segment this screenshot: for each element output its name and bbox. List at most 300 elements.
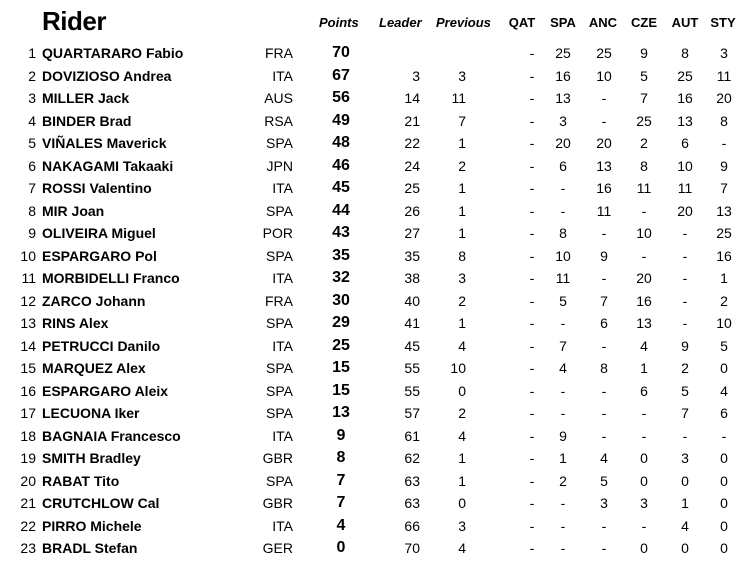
previous-column-header: Previous bbox=[436, 15, 491, 30]
points-column-header: Points bbox=[319, 15, 359, 30]
race-points-sty: 16 bbox=[716, 247, 732, 264]
points-cell: 49 bbox=[332, 111, 350, 129]
leader-gap-cell: 57 bbox=[404, 405, 420, 421]
leader-gap-cell: 21 bbox=[404, 112, 420, 129]
rider-name-cell: PETRUCCI Danilo bbox=[42, 337, 161, 354]
race-points-qat: - bbox=[529, 45, 535, 61]
points-cell: 35 bbox=[332, 246, 350, 264]
race-points-anc: - bbox=[601, 517, 607, 534]
race-points-aut: 1 bbox=[681, 495, 689, 511]
points-cell: 7 bbox=[336, 494, 346, 511]
race-points-qat: - bbox=[529, 337, 535, 354]
race-points-sty: - bbox=[721, 135, 727, 151]
race-points-spa: 11 bbox=[555, 270, 571, 286]
position-cell: 11 bbox=[21, 270, 36, 286]
race-points-aut: - bbox=[682, 247, 688, 264]
race-points-anc: 13 bbox=[596, 157, 612, 174]
position-cell: 15 bbox=[20, 360, 36, 376]
race-points-qat: - bbox=[529, 67, 535, 84]
points-cell: 56 bbox=[332, 89, 350, 106]
previous-gap-cell: 1 bbox=[458, 450, 466, 466]
race-points-sty: 0 bbox=[720, 495, 728, 511]
race-points-aut: 2 bbox=[681, 360, 689, 376]
race-points-sty: 9 bbox=[720, 157, 728, 174]
race-points-sty: 7 bbox=[720, 180, 728, 196]
nation-cell: SPA bbox=[266, 382, 293, 399]
race-points-aut: 3 bbox=[681, 450, 689, 466]
table-row bbox=[0, 314, 745, 336]
race-points-aut: 5 bbox=[681, 382, 689, 399]
race-points-spa: - bbox=[560, 540, 566, 556]
race-points-anc: 10 bbox=[596, 67, 612, 84]
position-cell: 5 bbox=[28, 135, 36, 151]
race-points-anc: 7 bbox=[600, 292, 608, 309]
race-points-spa: 2 bbox=[559, 472, 567, 489]
nation-cell: FRA bbox=[265, 292, 293, 309]
race-points-spa: 4 bbox=[559, 360, 567, 376]
race-points-cze: - bbox=[641, 427, 647, 444]
previous-gap-cell: 2 bbox=[458, 405, 466, 421]
leader-gap-cell: 45 bbox=[404, 337, 420, 354]
rider-name-cell: ROSSI Valentino bbox=[42, 180, 152, 196]
table-row bbox=[0, 134, 745, 156]
race-points-spa: 8 bbox=[559, 225, 567, 241]
nation-cell: AUS bbox=[264, 90, 293, 106]
race-points-cze: 10 bbox=[636, 225, 652, 241]
race-points-spa: - bbox=[560, 405, 566, 421]
race-points-qat: - bbox=[529, 405, 535, 421]
nation-cell: ITA bbox=[272, 337, 293, 354]
race-points-qat: - bbox=[529, 247, 535, 264]
race-points-qat: - bbox=[529, 90, 535, 106]
race-points-aut: 4 bbox=[681, 517, 689, 534]
race-points-spa: 7 bbox=[559, 337, 567, 354]
table-row bbox=[0, 67, 745, 89]
position-cell: 3 bbox=[28, 90, 36, 106]
nation-cell: POR bbox=[262, 225, 293, 241]
points-cell: 46 bbox=[332, 156, 350, 174]
nation-cell: SPA bbox=[266, 202, 293, 219]
race-points-aut: 13 bbox=[677, 112, 693, 129]
rider-name-cell: MILLER Jack bbox=[42, 90, 130, 106]
position-cell: 1 bbox=[28, 45, 36, 61]
position-cell: 16 bbox=[20, 382, 36, 399]
previous-gap-cell: 4 bbox=[458, 427, 466, 444]
position-cell: 4 bbox=[28, 112, 36, 129]
race-points-anc: 6 bbox=[600, 315, 608, 331]
points-cell: 30 bbox=[332, 291, 350, 309]
race-points-anc: - bbox=[601, 405, 607, 421]
position-cell: 9 bbox=[28, 225, 36, 241]
table-row bbox=[0, 404, 745, 426]
race-points-sty: 0 bbox=[720, 540, 728, 556]
nation-cell: FRA bbox=[265, 45, 293, 61]
race-points-cze: 4 bbox=[640, 337, 648, 354]
leader-gap-cell: 55 bbox=[404, 382, 420, 399]
race-points-spa: 9 bbox=[559, 427, 567, 444]
position-cell: 8 bbox=[28, 202, 36, 219]
rider-name-cell: RABAT Tito bbox=[42, 472, 120, 489]
points-cell: 0 bbox=[336, 539, 346, 556]
race-points-cze: - bbox=[641, 202, 647, 219]
previous-gap-cell: 1 bbox=[458, 472, 466, 489]
race-points-qat: - bbox=[529, 472, 535, 489]
table-row bbox=[0, 427, 745, 449]
points-cell: 43 bbox=[332, 224, 350, 241]
race-points-sty: - bbox=[721, 427, 727, 444]
race-points-sty: 13 bbox=[716, 202, 732, 219]
table-row bbox=[0, 382, 745, 404]
leader-gap-cell: 40 bbox=[404, 292, 420, 309]
nation-cell: GER bbox=[262, 540, 293, 556]
race-points-aut: - bbox=[682, 292, 688, 309]
leader-gap-cell: 22 bbox=[404, 135, 420, 151]
race-points-anc: 20 bbox=[596, 135, 612, 151]
previous-gap-cell: 8 bbox=[458, 247, 466, 264]
race-points-aut: 10 bbox=[677, 157, 693, 174]
nation-cell: SPA bbox=[266, 360, 293, 376]
race-points-cze: 5 bbox=[640, 67, 648, 84]
nation-cell: SPA bbox=[266, 405, 293, 421]
table-row bbox=[0, 179, 745, 201]
rider-name-cell: BRADL Stefan bbox=[42, 540, 138, 556]
table-row bbox=[0, 224, 745, 246]
rider-name-cell: PIRRO Michele bbox=[42, 517, 142, 534]
previous-gap-cell: 4 bbox=[458, 540, 466, 556]
rider-name-cell: BAGNAIA Francesco bbox=[42, 427, 181, 444]
previous-gap-cell: 1 bbox=[458, 315, 466, 331]
position-cell: 22 bbox=[20, 517, 36, 534]
rider-name-cell: RINS Alex bbox=[42, 315, 109, 331]
position-cell: 20 bbox=[20, 472, 36, 489]
race-points-anc: 16 bbox=[596, 180, 612, 196]
race-points-spa: 6 bbox=[559, 157, 567, 174]
race-points-qat: - bbox=[529, 427, 535, 444]
table-row bbox=[0, 449, 745, 471]
points-cell: 8 bbox=[336, 449, 346, 466]
leader-gap-cell: 66 bbox=[404, 517, 420, 534]
race-points-sty: 0 bbox=[720, 360, 728, 376]
race-points-anc: 3 bbox=[600, 495, 608, 511]
race-points-cze: - bbox=[641, 405, 647, 421]
race-points-spa: 16 bbox=[555, 67, 571, 84]
leader-gap-cell: 27 bbox=[404, 225, 420, 241]
leader-gap-cell: 26 bbox=[404, 202, 420, 219]
table-row bbox=[0, 359, 745, 381]
nation-cell: SPA bbox=[266, 315, 293, 331]
race-points-spa: 25 bbox=[555, 45, 571, 61]
table-row bbox=[0, 89, 745, 111]
leader-gap-cell: 70 bbox=[404, 540, 420, 556]
race-points-qat: - bbox=[529, 495, 535, 511]
race-points-cze: 16 bbox=[636, 292, 652, 309]
race-points-aut: 16 bbox=[677, 90, 693, 106]
race-points-sty: 0 bbox=[720, 517, 728, 534]
points-cell: 4 bbox=[336, 516, 346, 534]
previous-gap-cell: 3 bbox=[458, 67, 466, 84]
race-points-cze: 20 bbox=[636, 270, 652, 286]
race-points-anc: 25 bbox=[596, 45, 612, 61]
points-cell: 13 bbox=[332, 404, 350, 421]
nation-cell: GBR bbox=[262, 495, 293, 511]
race-points-cze: 0 bbox=[640, 472, 648, 489]
race-points-anc: 5 bbox=[600, 472, 608, 489]
table-row bbox=[0, 157, 745, 179]
race-header-aut: AUT bbox=[671, 15, 699, 30]
race-points-aut: - bbox=[682, 225, 688, 241]
leader-gap-cell: 14 bbox=[404, 90, 420, 106]
nation-cell: RSA bbox=[264, 112, 293, 129]
position-cell: 2 bbox=[28, 67, 36, 84]
race-points-qat: - bbox=[529, 360, 535, 376]
table-row bbox=[0, 44, 745, 66]
nation-cell: ITA bbox=[272, 427, 293, 444]
points-cell: 67 bbox=[332, 66, 350, 84]
race-header-qat: QAT bbox=[508, 15, 536, 30]
race-points-qat: - bbox=[529, 517, 535, 534]
race-points-anc: 8 bbox=[600, 360, 608, 376]
leader-gap-cell: 41 bbox=[404, 315, 420, 331]
race-points-aut: - bbox=[682, 270, 688, 286]
table-row bbox=[0, 472, 745, 494]
leader-gap-cell: 63 bbox=[404, 495, 420, 511]
points-cell: 70 bbox=[332, 44, 350, 61]
previous-gap-cell: 3 bbox=[458, 270, 466, 286]
points-cell: 9 bbox=[336, 426, 346, 444]
race-points-aut: 6 bbox=[681, 135, 689, 151]
race-points-sty: 2 bbox=[720, 292, 728, 309]
nation-cell: GBR bbox=[262, 450, 293, 466]
race-points-anc: 4 bbox=[600, 450, 608, 466]
race-points-anc: - bbox=[601, 382, 607, 399]
race-points-cze: - bbox=[641, 247, 647, 264]
race-points-spa: - bbox=[560, 315, 566, 331]
race-points-spa: - bbox=[560, 495, 566, 511]
rider-name-cell: LECUONA Iker bbox=[42, 405, 140, 421]
race-points-qat: - bbox=[529, 135, 535, 151]
race-points-qat: - bbox=[529, 157, 535, 174]
race-points-qat: - bbox=[529, 270, 535, 286]
position-cell: 17 bbox=[20, 405, 36, 421]
race-points-cze: 25 bbox=[636, 112, 652, 129]
race-header-spa: SPA bbox=[550, 15, 576, 30]
race-points-aut: - bbox=[682, 315, 688, 331]
race-points-cze: 11 bbox=[636, 180, 652, 196]
race-points-qat: - bbox=[529, 225, 535, 241]
race-points-qat: - bbox=[529, 112, 535, 129]
points-cell: 25 bbox=[332, 336, 350, 354]
race-points-anc: - bbox=[601, 90, 607, 106]
race-header-cze: CZE bbox=[631, 15, 657, 30]
race-points-qat: - bbox=[529, 202, 535, 219]
position-cell: 21 bbox=[20, 495, 36, 511]
previous-gap-cell: 11 bbox=[451, 90, 466, 106]
race-points-aut: - bbox=[682, 427, 688, 444]
rider-name-cell: MARQUEZ Alex bbox=[42, 360, 146, 376]
race-points-spa: 5 bbox=[559, 292, 567, 309]
race-points-aut: 8 bbox=[681, 45, 689, 61]
standings-header bbox=[0, 6, 745, 36]
table-row bbox=[0, 337, 745, 359]
race-points-aut: 7 bbox=[681, 405, 689, 421]
race-points-spa: 1 bbox=[559, 450, 567, 466]
race-points-spa: 13 bbox=[555, 90, 571, 106]
race-points-qat: - bbox=[529, 315, 535, 331]
points-cell: 32 bbox=[332, 269, 350, 286]
table-row bbox=[0, 269, 745, 291]
previous-gap-cell: 2 bbox=[458, 292, 466, 309]
race-points-sty: 11 bbox=[716, 67, 732, 84]
race-points-cze: 0 bbox=[640, 450, 648, 466]
race-points-qat: - bbox=[529, 540, 535, 556]
position-cell: 23 bbox=[20, 540, 36, 556]
rider-name-cell: ESPARGARO Pol bbox=[42, 247, 157, 264]
previous-gap-cell: 1 bbox=[458, 135, 466, 151]
table-row bbox=[0, 494, 745, 516]
table-row bbox=[0, 112, 745, 134]
race-points-sty: 6 bbox=[720, 405, 728, 421]
nation-cell: SPA bbox=[266, 472, 293, 489]
race-points-cze: 13 bbox=[636, 315, 652, 331]
race-points-spa: - bbox=[560, 382, 566, 399]
race-points-sty: 5 bbox=[720, 337, 728, 354]
nation-cell: SPA bbox=[266, 247, 293, 264]
rider-name-cell: OLIVEIRA Miguel bbox=[42, 225, 156, 241]
previous-gap-cell: 1 bbox=[458, 180, 466, 196]
race-points-spa: - bbox=[560, 517, 566, 534]
previous-gap-cell: 2 bbox=[458, 157, 466, 174]
race-points-cze: 7 bbox=[640, 90, 648, 106]
points-cell: 15 bbox=[332, 381, 350, 399]
rider-name-cell: QUARTARARO Fabio bbox=[42, 45, 184, 61]
race-points-cze: 9 bbox=[640, 45, 648, 61]
nation-cell: SPA bbox=[266, 135, 293, 151]
race-points-sty: 10 bbox=[716, 315, 732, 331]
race-points-aut: 25 bbox=[677, 67, 693, 84]
rider-name-cell: MORBIDELLI Franco bbox=[42, 270, 180, 286]
points-cell: 44 bbox=[332, 201, 350, 219]
race-points-spa: - bbox=[560, 180, 566, 196]
race-points-sty: 20 bbox=[716, 90, 732, 106]
race-points-anc: - bbox=[601, 112, 607, 129]
leader-column-header: Leader bbox=[379, 15, 422, 30]
previous-gap-cell: 0 bbox=[458, 382, 466, 399]
previous-gap-cell: 1 bbox=[458, 202, 466, 219]
race-points-anc: 11 bbox=[596, 202, 612, 219]
rider-name-cell: ZARCO Johann bbox=[42, 292, 146, 309]
position-cell: 19 bbox=[20, 450, 36, 466]
rider-name-cell: DOVIZIOSO Andrea bbox=[42, 67, 172, 84]
nation-cell: ITA bbox=[272, 517, 293, 534]
race-points-aut: 20 bbox=[677, 202, 693, 219]
rider-name-cell: VIÑALES Maverick bbox=[42, 135, 167, 151]
race-header-anc: ANC bbox=[588, 15, 618, 30]
race-points-anc: - bbox=[601, 270, 607, 286]
race-points-sty: 3 bbox=[720, 45, 728, 61]
race-points-spa: - bbox=[560, 202, 566, 219]
race-points-anc: - bbox=[601, 225, 607, 241]
rider-name-cell: BINDER Brad bbox=[42, 112, 132, 129]
race-points-sty: 0 bbox=[720, 472, 728, 489]
race-points-spa: 3 bbox=[559, 112, 567, 129]
race-points-cze: 3 bbox=[640, 495, 648, 511]
rider-name-cell: SMITH Bradley bbox=[42, 450, 141, 466]
leader-gap-cell: 3 bbox=[412, 67, 420, 84]
race-points-anc: - bbox=[601, 337, 607, 354]
nation-cell: ITA bbox=[272, 270, 293, 286]
race-points-sty: 25 bbox=[716, 225, 732, 241]
previous-gap-cell: 1 bbox=[458, 225, 466, 241]
points-cell: 48 bbox=[332, 134, 350, 151]
position-cell: 18 bbox=[20, 427, 36, 444]
position-cell: 14 bbox=[20, 337, 36, 354]
race-header-sty: STY bbox=[710, 15, 736, 30]
race-points-aut: 0 bbox=[681, 472, 689, 489]
position-cell: 6 bbox=[28, 157, 36, 174]
leader-gap-cell: 55 bbox=[404, 360, 420, 376]
position-cell: 12 bbox=[20, 292, 36, 309]
race-points-anc: - bbox=[601, 427, 607, 444]
race-points-anc: - bbox=[601, 540, 607, 556]
points-cell: 29 bbox=[332, 314, 350, 331]
rider-name-cell: NAKAGAMI Takaaki bbox=[42, 157, 174, 174]
previous-gap-cell: 4 bbox=[458, 337, 466, 354]
previous-gap-cell: 3 bbox=[458, 517, 466, 534]
nation-cell: ITA bbox=[272, 180, 293, 196]
race-points-qat: - bbox=[529, 292, 535, 309]
race-points-aut: 11 bbox=[677, 180, 693, 196]
rider-column-header: Rider bbox=[42, 6, 106, 36]
race-points-cze: 1 bbox=[640, 360, 648, 376]
race-points-cze: 8 bbox=[640, 157, 648, 174]
leader-gap-cell: 38 bbox=[404, 270, 420, 286]
leader-gap-cell: 25 bbox=[404, 180, 420, 196]
leader-gap-cell: 61 bbox=[404, 427, 420, 444]
leader-gap-cell: 63 bbox=[404, 472, 420, 489]
nation-cell: JPN bbox=[266, 157, 293, 174]
position-cell: 13 bbox=[20, 315, 36, 331]
race-points-sty: 0 bbox=[720, 450, 728, 466]
nation-cell: ITA bbox=[272, 67, 293, 84]
previous-gap-cell: 7 bbox=[458, 112, 466, 129]
race-points-qat: - bbox=[529, 450, 535, 466]
rider-name-cell: MIR Joan bbox=[42, 202, 105, 219]
race-points-cze: 2 bbox=[640, 135, 648, 151]
race-points-qat: - bbox=[529, 180, 535, 196]
points-cell: 45 bbox=[332, 179, 350, 196]
table-row bbox=[0, 517, 745, 539]
table-row bbox=[0, 539, 745, 561]
table-row bbox=[0, 292, 745, 314]
table-row bbox=[0, 247, 745, 269]
previous-gap-cell: 10 bbox=[450, 360, 466, 376]
race-points-aut: 9 bbox=[681, 337, 689, 354]
race-points-anc: 9 bbox=[600, 247, 608, 264]
race-points-aut: 0 bbox=[681, 540, 689, 556]
table-row bbox=[0, 202, 745, 224]
race-points-sty: 1 bbox=[720, 270, 728, 286]
rider-name-cell: ESPARGARO Aleix bbox=[42, 382, 169, 399]
race-points-cze: 6 bbox=[640, 382, 648, 399]
points-cell: 15 bbox=[332, 359, 350, 376]
leader-gap-cell: 24 bbox=[404, 157, 420, 174]
previous-gap-cell: 0 bbox=[458, 495, 466, 511]
points-cell: 7 bbox=[336, 471, 346, 489]
leader-gap-cell: 35 bbox=[404, 247, 420, 264]
leader-gap-cell: 62 bbox=[404, 450, 420, 466]
race-points-cze: - bbox=[641, 517, 647, 534]
position-cell: 10 bbox=[20, 247, 36, 264]
